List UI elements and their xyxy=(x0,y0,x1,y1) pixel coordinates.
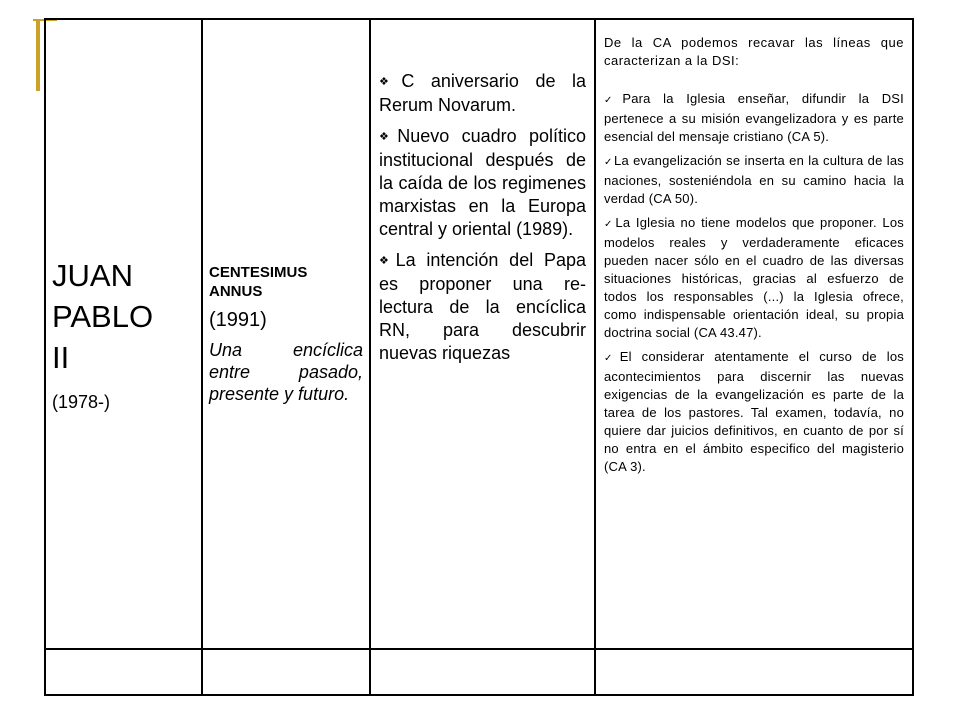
lines-item xyxy=(604,90,904,146)
lines-item-text: El considerar atentamente el curso de los acontecimientos para discernir las nuevas exigencias de la evangelización es parte de la tarea de los pastores. Tal examen, todavía, no quiere dar juicios definitivos, en cuanto de por sí no entra en el ámbito especifico del magisterio (CA 3). xyxy=(604,349,904,474)
empty-row xyxy=(45,649,913,695)
lines-list xyxy=(596,20,912,476)
empty-cell xyxy=(45,649,202,695)
checkmark-icon: ✓ xyxy=(604,157,614,168)
diamond-bullet-icon: ❖ xyxy=(379,76,401,88)
pope-name xyxy=(52,255,195,378)
encyclical-year: (1991) xyxy=(209,309,267,331)
empty-cell xyxy=(202,649,370,695)
diamond-bullet-icon: ❖ xyxy=(379,255,395,267)
context-list xyxy=(371,20,594,365)
encyclical-subtitle: Una encíclica entre pasado, presente y futuro. xyxy=(209,340,363,404)
lines-cell xyxy=(595,19,913,649)
checkmark-icon: ✓ xyxy=(604,95,622,106)
main-row xyxy=(45,19,913,649)
lines-intro: De la CA podemos recavar las líneas que caracterizan a la DSI: xyxy=(604,35,904,68)
lines-item xyxy=(604,348,904,476)
lines-item-text: La evangelización se inserta en la cultura de las naciones, sosteniéndola en su camino hacia la verdad (CA 50). xyxy=(604,153,904,206)
pope-cell xyxy=(45,19,202,649)
context-item-text: La intención del Papa es proponer una re-lectura de la encíclica RN, para descubrir nuevas riquezas xyxy=(379,250,586,363)
lines-item xyxy=(604,214,904,342)
pope-years: (1978-) xyxy=(52,391,111,412)
checkmark-icon: ✓ xyxy=(604,353,619,364)
lines-item-text: Para la Iglesia enseñar, difundir la DSI pertenece a su misión evangelizadora y es parte esencial del mensaje cristiano (CA 5). xyxy=(604,91,904,144)
context-item-text: C aniversario de la Rerum Novarum. xyxy=(379,71,586,115)
encyclical-title-line2: ANNUS xyxy=(209,283,263,300)
empty-cell xyxy=(595,649,913,695)
empty-cell xyxy=(370,649,595,695)
encyclical-table xyxy=(44,18,914,696)
context-item xyxy=(379,70,586,117)
context-item-text: Nuevo cuadro político institucional después de la caída de los regimenes marxistas en la Europa central y oriental (1989). xyxy=(379,126,586,239)
encyclical-title-line1: CENTESIMUS xyxy=(209,264,308,281)
pope-name-line3: II xyxy=(52,339,70,375)
diamond-bullet-icon: ❖ xyxy=(379,131,397,143)
context-cell xyxy=(370,19,595,649)
encyclical-title xyxy=(209,263,363,301)
gold-accent-vertical xyxy=(36,19,40,91)
lines-item xyxy=(604,152,904,208)
lines-item-text: La Iglesia no tiene modelos que proponer. Los modelos reales y verdaderamente eficaces pueden nacer sólo en el cuadro de las diversas situaciones históricas, gracias al esfuerzo de todos los responsables (...) la Iglesia ofrece, como indispensable orientación ideal, su propia doctrina social (CA 43.47). xyxy=(604,215,904,340)
checkmark-icon: ✓ xyxy=(604,219,615,230)
encyclical-cell xyxy=(202,19,370,649)
pope-name-line2: PABLO xyxy=(52,298,154,334)
context-item xyxy=(379,125,586,241)
pope-name-line1: JUAN xyxy=(52,257,133,293)
context-item xyxy=(379,249,586,365)
